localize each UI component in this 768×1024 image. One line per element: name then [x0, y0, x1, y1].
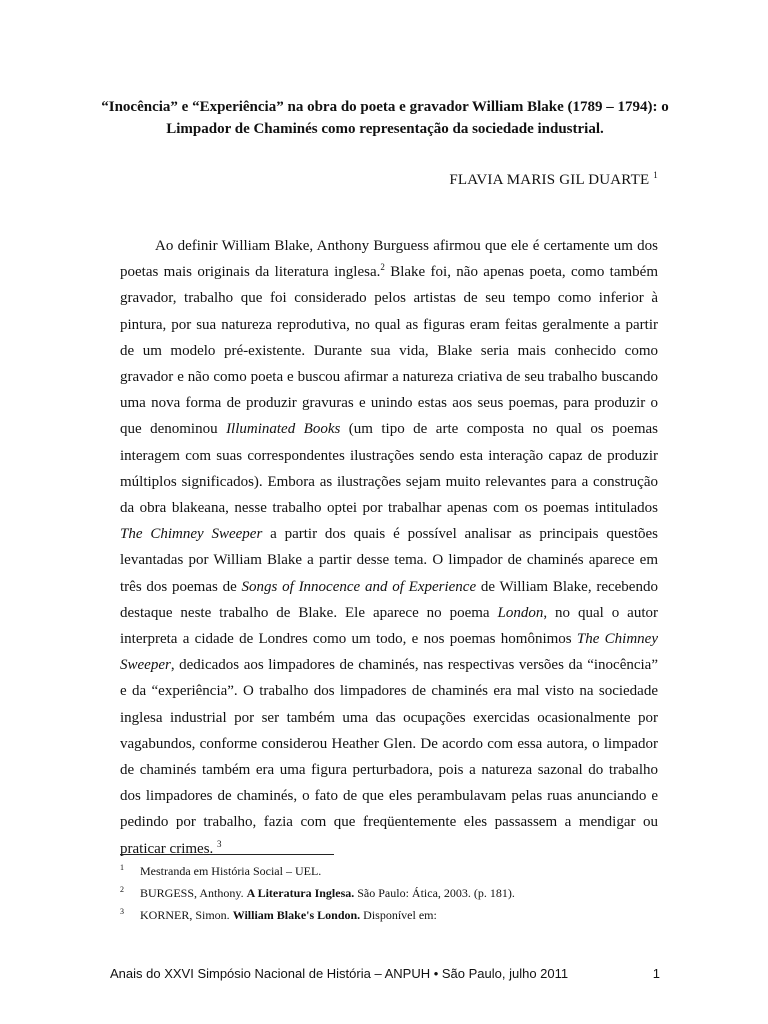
- body-text-1: Ao definir William Blake, Anthony Burguess afirmou que ele é certamente um dos poetas mais originais da literatura inglesa.: [120, 238, 658, 281]
- footnote-ref-2[interactable]: 2: [380, 262, 385, 273]
- italic-title-chimney-sweeper: The Chimney Sweeper: [120, 526, 263, 543]
- footnote-text: Mestranda em História Social – UEL.: [140, 864, 322, 878]
- footnote-item: [120, 904, 658, 926]
- body-text-4: a partir dos quais é possível analisar as principais questões levantadas por William Blake a partir desse tema. O limpador de chaminés aparece em três dos poemas de: [120, 526, 658, 595]
- body-text-5: de William Blake, recebendo destaque neste trabalho de Blake. Ele aparece no poema: [120, 578, 658, 621]
- footnote-text: São Paulo: Ática, 2003. (p. 181).: [354, 886, 515, 900]
- footnote-number: 3: [120, 907, 124, 916]
- italic-title-illuminated-books: Illuminated Books: [226, 421, 341, 438]
- author-footnote-ref[interactable]: 1: [653, 170, 658, 180]
- document-title: “Inocência” e “Experiência” na obra do poeta e gravador William Blake (1789 – 1794): o Limpador de Chaminés como representação da sociedade industrial.: [101, 99, 669, 137]
- footnotes-list: [120, 860, 658, 926]
- body-paragraph: [120, 233, 658, 862]
- page-footer: [110, 966, 660, 981]
- footnote-ref-3[interactable]: 3: [217, 838, 222, 849]
- footnote-number: 1: [120, 863, 124, 872]
- body-text-3: (um tipo de arte composta no qual os poemas interagem com suas correspondentes ilustrações sendo esta interação capaz de produzir múltiplos significados). Embora as ilustrações sejam muito relevantes para a construção da obra blakeana, nesse trabalho optei por trabalhar apenas com os poemas intitulados: [120, 421, 658, 517]
- italic-title-songs: Songs of Innocence and of Experience: [241, 578, 477, 595]
- italic-title-chimney-sweeper-2: The Chimney Sweeper: [120, 631, 658, 674]
- footnote-item: [120, 860, 658, 882]
- footnote-item: [120, 882, 658, 904]
- footnote-separator: [120, 854, 334, 855]
- page-number: 1: [652, 966, 660, 981]
- footnote-number: 2: [120, 885, 124, 894]
- footnote-text: KORNER, Simon.: [140, 908, 233, 922]
- body-text-2: Blake foi, não apenas poeta, como também gravador, trabalho que foi considerado pelos artistas de seu tempo como inferior à pintura, por sua natureza reprodutiva, no qual as figuras eram feitas geralmente a partir de um modelo pré-existente. Durante sua vida, Blake seria mais conhecido como gravador e não como poeta e buscou afirmar a natureza criativa de seu trabalho buscando uma nova forma de produzir gravuras e unindo estas aos seus poemas, para produzir o que denominou: [120, 264, 658, 438]
- footnote-book-title: A Literatura Inglesa.: [246, 886, 355, 900]
- italic-title-london: London: [497, 604, 544, 621]
- author-name: FLAVIA MARIS GIL DUARTE: [449, 172, 650, 188]
- body-text-6: , no qual o autor interpreta a cidade de Londres como um todo, e nos poemas homônimos: [120, 604, 658, 648]
- footnote-book-title: William Blake's London.: [232, 908, 361, 922]
- footnote-text: Disponível em:: [360, 908, 437, 922]
- footnote-text: BURGESS, Anthony.: [140, 886, 247, 900]
- footer-text: Anais do XXVI Simpósio Nacional de História – ANPUH • São Paulo, julho 2011: [110, 966, 569, 981]
- body-text-7: , dedicados aos limpadores de chaminés, nas respectivas versões da “inocência” e da “experiência”. O trabalho dos limpadores de chaminés era mal visto na sociedade inglesa industrial por ser também uma das ocupações exercidas ocasionalmente por vagabundos, conforme considerou Heather Glen. De acordo com essa autora, o limpador de chaminés também era uma figura perturbadora, pois a natureza sazonal do trabalho dos limpadores de chaminés, o fato de que eles perambulavam pelas ruas anunciando e pedindo por trabalho, fazia com que freqüentemente eles passassem a mendigar ou praticar crimes.: [120, 657, 658, 857]
- author-line: [449, 170, 658, 189]
